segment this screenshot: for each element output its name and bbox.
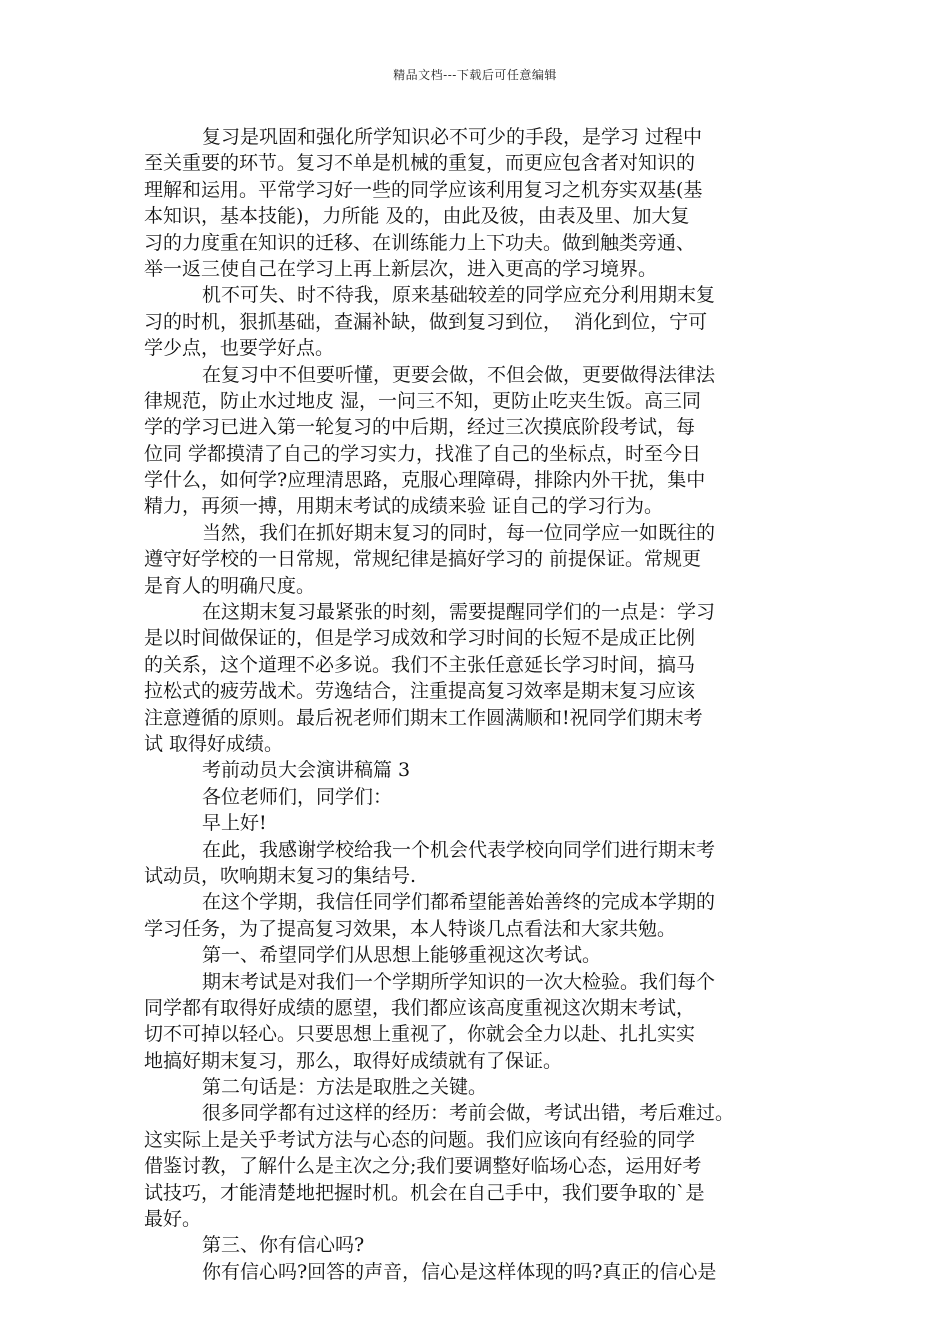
text-line: 理解和运用。平常学习好一些的同学应该利用复习之机夯实双基(基	[144, 178, 703, 201]
text-line: 学什么，如何学?应理清思路，克服心理障碍，排除内外干扰，集中	[144, 469, 706, 492]
text-line: 的关系，这个道理不必多说。我们不主张任意延长学习时间，搞马	[144, 653, 696, 676]
text-line: 当然，我们在抓好期末复习的同时，每一位同学应一如既往的	[202, 521, 716, 544]
document-body	[144, 124, 820, 1285]
text-line: 第三、你有信心吗?	[202, 1234, 365, 1257]
text-line: 拉松式的疲劳战术。劳逸结合，注重提高复习效率是期末复习应该	[144, 680, 696, 703]
text-line: 习的时机，狠抓基础，查漏补缺，做到复习到位， 消化到位，宁可	[144, 310, 708, 333]
text-line: 试动员，吹响期末复习的集结号.	[144, 864, 417, 887]
text-line: 注意遵循的原则。最后祝老师们期末工作圆满顺和!祝同学们期末考	[144, 706, 703, 729]
text-line: 学少点，也要学好点。	[144, 337, 335, 360]
text-line: 试技巧，才能清楚地把握时机。机会在自己手中，我们要争取的`是	[144, 1181, 705, 1204]
text-line: 复习是巩固和强化所学知识必不可少的手段，是学习 过程中	[202, 126, 703, 148]
text-line: 至关重要的环节。复习不单是机械的重复，而更应包含者对知识的	[144, 152, 696, 175]
text-line: 机不可失、时不待我，原来基础较差的同学应充分利用期末复	[202, 284, 716, 307]
text-line: 第一、希望同学们从思想上能够重视这次考试。	[202, 944, 602, 967]
text-line: 在此，我感谢学校给我一个机会代表学校向同学们进行期末考	[202, 838, 716, 861]
text-line: 遵守好学校的一日常规，常规纪律是搞好学习的 前提保证。常规更	[144, 548, 702, 571]
text-line: 地搞好期末复习，那么，取得好成绩就有了保证。	[144, 1049, 563, 1072]
text-line: 借鉴讨教，了解什么是主次之分;我们要调整好临场心态，运用好考	[144, 1155, 702, 1178]
text-line: 第二句话是：方法是取胜之关键。	[202, 1076, 488, 1099]
text-line: 位同 学都摸清了自己的学习实力，找准了自己的坐标点，时至今日	[144, 442, 702, 465]
text-line: 是以时间做保证的，但是学习成效和学习时间的长短不是成正比例	[144, 627, 696, 650]
text-line: 这实际上是关乎考试方法与心态的问题。我们应该向有经验的同学	[144, 1128, 696, 1151]
text-line: 切不可掉以轻心。只要思想上重视了，你就会全力以赴、扎扎实实	[144, 1023, 696, 1046]
text-line: 精力，再须一搏，用期末考试的成绩来验 证自己的学习行为。	[144, 495, 664, 518]
text-line: 是育人的明确尺度。	[144, 574, 316, 597]
text-line: 你有信心吗?回答的声音，信心是这样体现的吗?真正的信心是	[202, 1260, 717, 1283]
text-line: 在这个学期，我信任同学们都希望能善始善终的完成本学期的	[202, 891, 716, 914]
text-line: 各位老师们，同学们：	[202, 785, 393, 808]
text-line: 习的力度重在知识的迁移、在训练能力上下功夫。做到触类旁通、	[144, 231, 696, 254]
text-line: 学习任务，为了提高复习效果，本人特谈几点看法和大家共勉。	[144, 917, 677, 940]
text-line: 在这期末复习最紧张的时刻，需要提醒同学们的一点是：学习	[202, 601, 716, 624]
text-line: 学的学习已进入第一轮复习的中后期，经过三次摸底阶段考试，每	[144, 416, 696, 439]
text-line: 很多同学都有过这样的经历：考前会做，考试出错，考后难过。	[202, 1102, 735, 1125]
text-line: 期末考试是对我们一个学期所学知识的一次大检验。我们每个	[202, 970, 716, 993]
text-line: 在复习中不但要听懂，更要会做，不但会做，更要做得法律法	[202, 363, 716, 386]
text-line: 试 取得好成绩。	[144, 732, 284, 755]
text-line: 最好。	[144, 1208, 202, 1231]
text-line: 本知识，基本技能)，力所能 及的，由此及彼，由表及里、加大复	[144, 205, 690, 228]
text-line: 同学都有取得好成绩的愿望，我们都应该高度重视这次期末考试，	[144, 996, 696, 1019]
text-line: 举一返三使自己在学习上再上新层次，进入更高的学习境界。	[144, 257, 658, 280]
text-line: 早上好!	[202, 812, 267, 835]
text-line: 律规范，防止水过地皮 湿，一问三不知，更防止吃夹生饭。高三同	[144, 389, 702, 412]
text-line: 考前动员大会演讲稿篇 3	[202, 759, 411, 782]
page-header: 精品文档---下载后可任意编辑	[393, 68, 557, 82]
